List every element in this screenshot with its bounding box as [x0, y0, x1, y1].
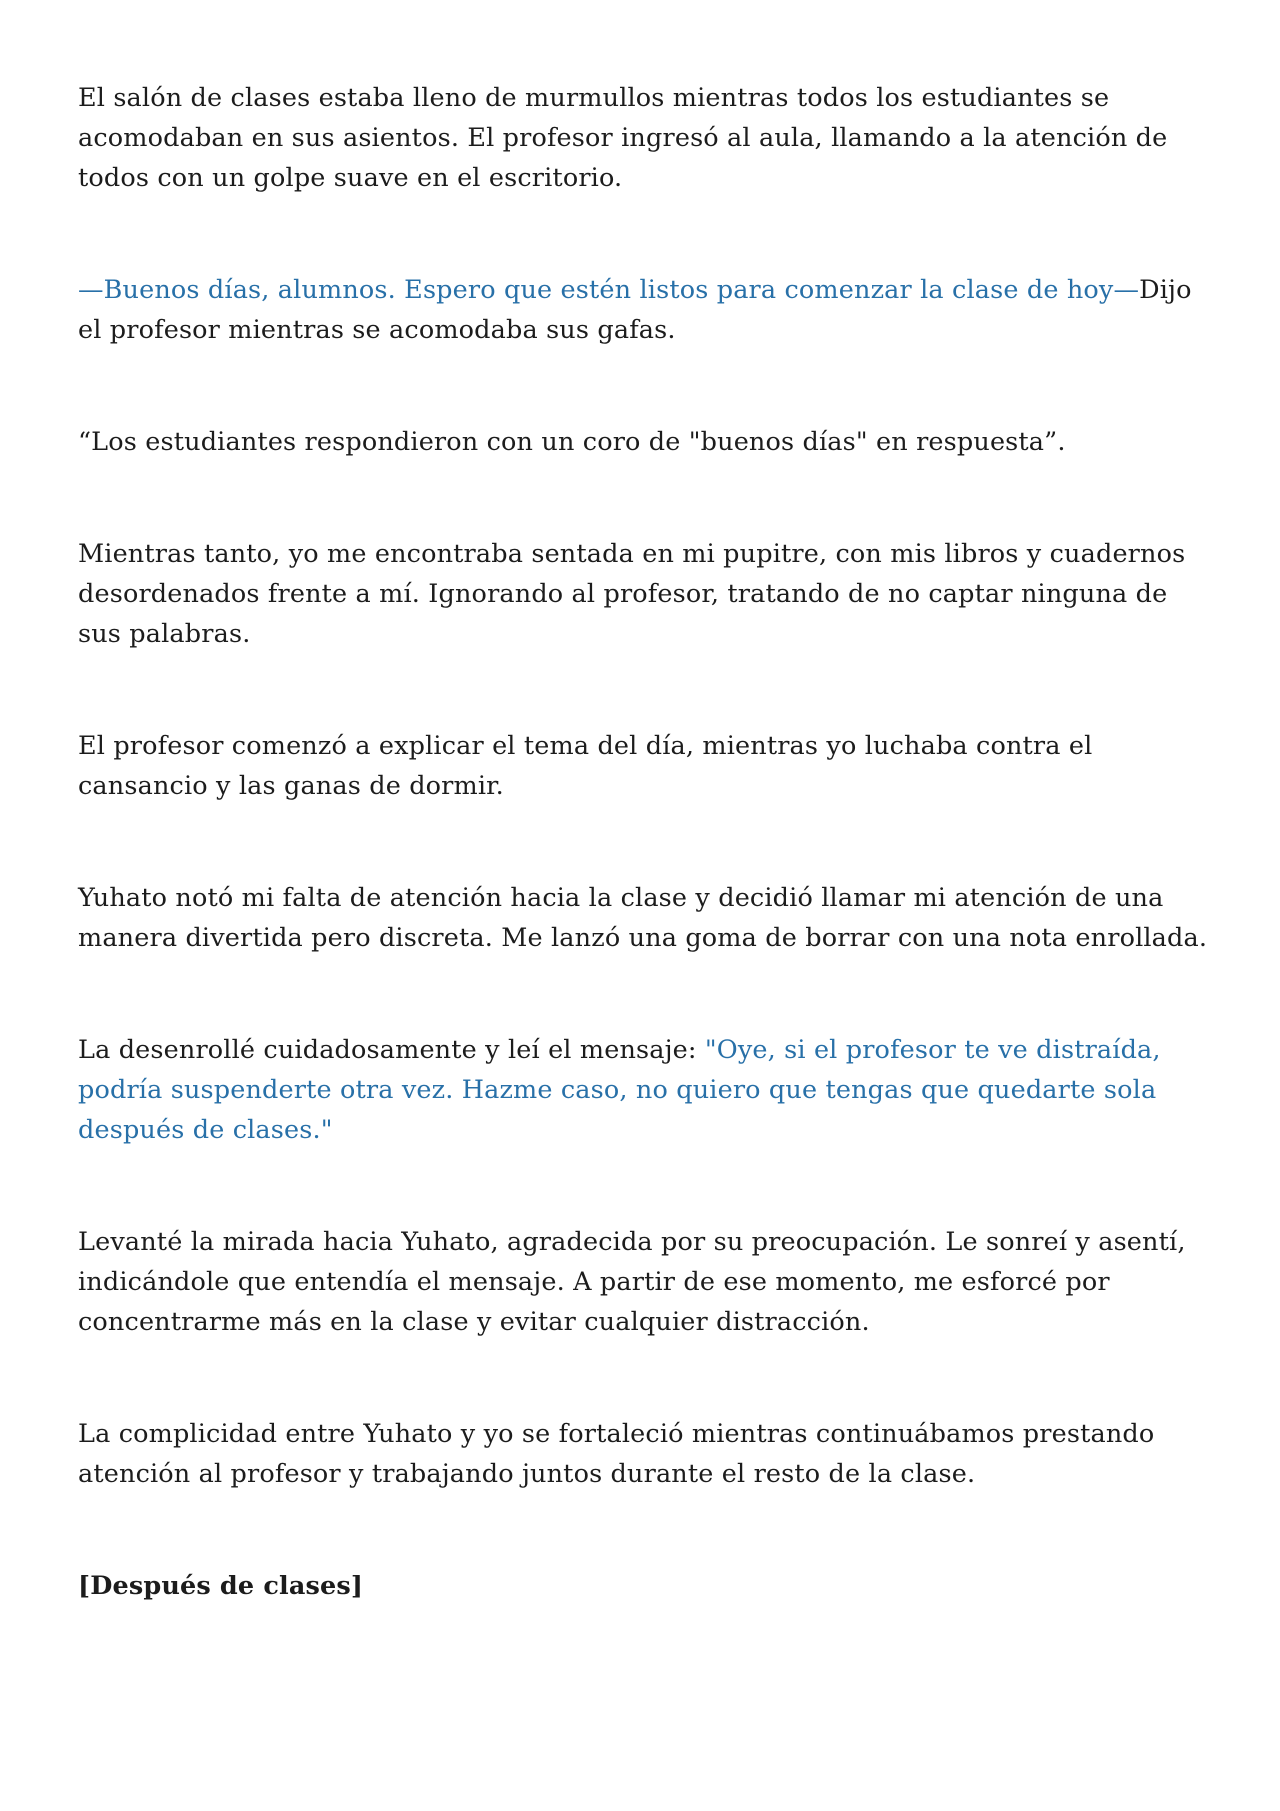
paragraph-gratitude: Levanté la mirada hacia Yuhato, agradecida por su preocupación. Le sonreí y asentí, indicándole que entendía el mensaje. A partir de ese momento, me esforcé por concentrarme más en la clase y evitar cualquier distracción.: [78, 1227, 1186, 1337]
section-heading-after-class: [Después de clases]: [78, 1571, 364, 1601]
dialogue-teacher-greeting: —Buenos días, alumnos. Espero que estén listos para comenzar la clase de hoy—: [78, 275, 1140, 305]
narration-teacher-glasses: Dijo el profesor mientras se acomodaba sus gafas.: [78, 275, 1192, 345]
narration-unrolled-note: La desenrollé cuidadosamente y leí el mensaje:: [78, 1035, 705, 1065]
document-page: [78, 78, 1208, 1606]
paragraph-distracted-narrator: Mientras tanto, yo me encontraba sentada en mi pupitre, con mis libros y cuadernos desordenados frente a mí. Ignorando al profesor, tratando de no captar ninguna de sus palabras.: [78, 539, 1186, 649]
paragraph-complicity: La complicidad entre Yuhato y yo se fortaleció mientras continuábamos prestando atención al profesor y trabajando juntos durante el resto de la clase.: [78, 1419, 1155, 1489]
paragraph-note-message: [78, 1030, 1208, 1150]
paragraph-students-reply: “Los estudiantes respondieron con un coro de "buenos días" en respuesta”.: [78, 427, 1066, 457]
paragraph-yuhato-note: Yuhato notó mi falta de atención hacia la clase y decidió llamar mi atención de una manera divertida pero discreta. Me lanzó una goma de borrar con una nota enrollada.: [78, 883, 1208, 953]
paragraph-classroom-intro: El salón de clases estaba lleno de murmullos mientras todos los estudiantes se acomodaban en sus asientos. El profesor ingresó al aula, llamando a la atención de todos con un golpe suave en el escritorio.: [78, 83, 1168, 193]
note-message-text: "Oye, si el profesor te ve distraída, podría suspenderte otra vez. Hazme caso, no quiero que tengas que quedarte sola después de clases.": [78, 1035, 1161, 1145]
paragraph-teacher-greeting: [78, 270, 1208, 350]
paragraph-tiredness: El profesor comenzó a explicar el tema del día, mientras yo luchaba contra el cansancio y las ganas de dormir.: [78, 731, 1093, 801]
